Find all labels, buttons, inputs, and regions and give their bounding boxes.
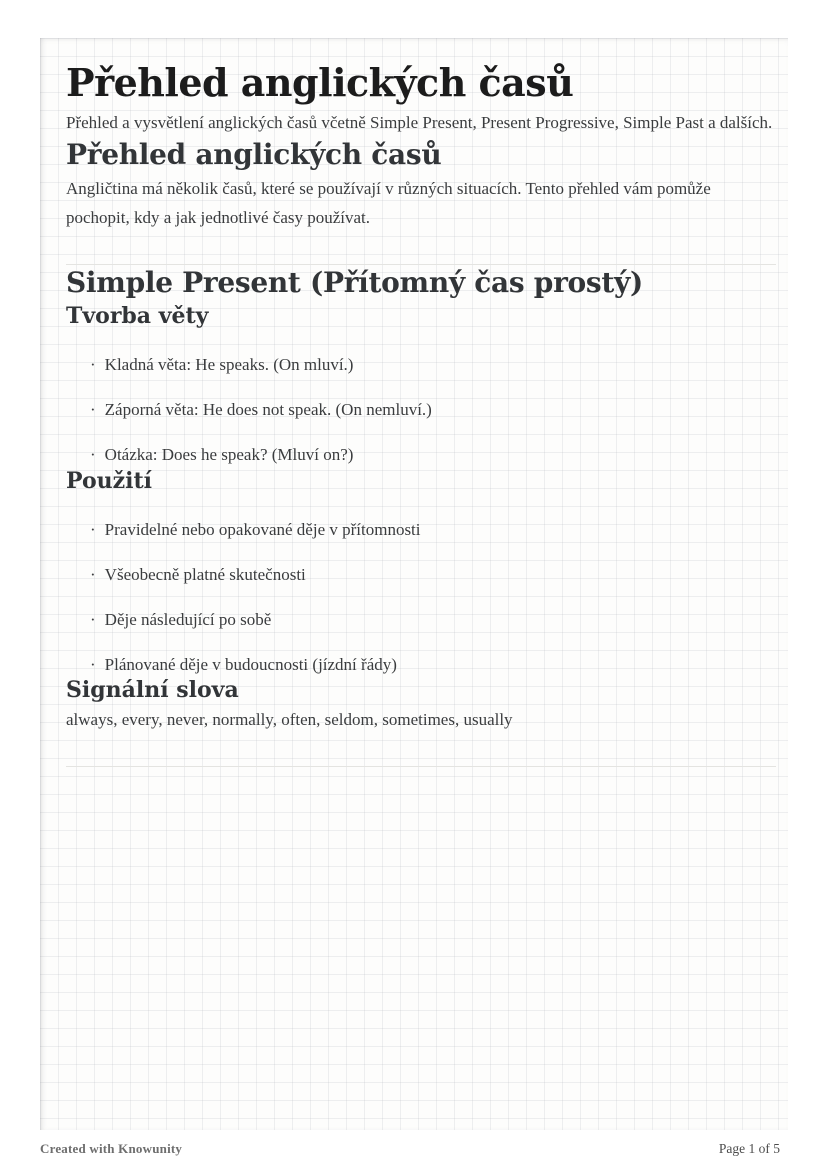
list-item-text: Záporná věta: He does not speak. (On nemluví.) xyxy=(104,400,432,420)
list-item-text: Pravidelné nebo opakované děje v přítomnosti xyxy=(104,520,421,540)
list-item xyxy=(90,354,776,376)
document-page xyxy=(40,38,788,1130)
bullet-icon: · xyxy=(90,655,96,675)
bullet-icon: · xyxy=(90,355,96,375)
bullet-icon: · xyxy=(90,565,96,585)
simple-present-section-heading: Simple Present (Přítomný čas prostý) xyxy=(66,266,643,300)
list-item-text: Plánované děje v budoucnosti (jízdní řády) xyxy=(104,655,397,675)
usage-list xyxy=(66,519,776,676)
list-item xyxy=(90,564,776,586)
section-divider-bottom xyxy=(66,766,776,767)
list-item xyxy=(90,444,776,466)
list-item xyxy=(90,654,776,676)
bullet-icon: · xyxy=(90,520,96,540)
document-title: Přehled anglických časů xyxy=(66,60,574,105)
signal-words-text: always, every, never, normally, often, seldom, sometimes, usually xyxy=(66,710,513,730)
bullet-icon: · xyxy=(90,445,96,465)
page-content xyxy=(66,58,776,767)
footer-credit: Created with Knowunity xyxy=(40,1141,183,1156)
subsection-heading-signal-words: Signální slova xyxy=(66,677,239,704)
sentence-formation-list xyxy=(66,354,776,466)
page-footer xyxy=(40,1141,780,1157)
list-item xyxy=(90,399,776,421)
overview-paragraph: Angličtina má několik časů, které se používají v různých situacích. Tento přehled vám pomůže pochopit, kdy a jak jednotlivé časy používat. xyxy=(66,178,711,228)
bullet-icon: · xyxy=(90,610,96,630)
list-item-text: Děje následující po sobě xyxy=(104,610,272,630)
subsection-heading-sentence-formation: Tvorba věty xyxy=(66,302,209,329)
bullet-icon: · xyxy=(90,400,96,420)
list-item-text: Všeobecně platné skutečnosti xyxy=(104,565,306,585)
subsection-heading-usage: Použití xyxy=(66,467,152,494)
list-item-text: Kladná věta: He speaks. (On mluví.) xyxy=(104,355,354,375)
overview-section-heading: Přehled anglických časů xyxy=(66,138,442,172)
list-item xyxy=(90,519,776,541)
document-subtitle: Přehled a vysvětlení anglických časů včetně Simple Present, Present Progressive, Simple Past a dalších. xyxy=(66,113,773,133)
list-item xyxy=(90,609,776,631)
footer-page-number: Page 1 of 5 xyxy=(718,1141,780,1156)
list-item-text: Otázka: Does he speak? (Mluví on?) xyxy=(104,445,354,465)
